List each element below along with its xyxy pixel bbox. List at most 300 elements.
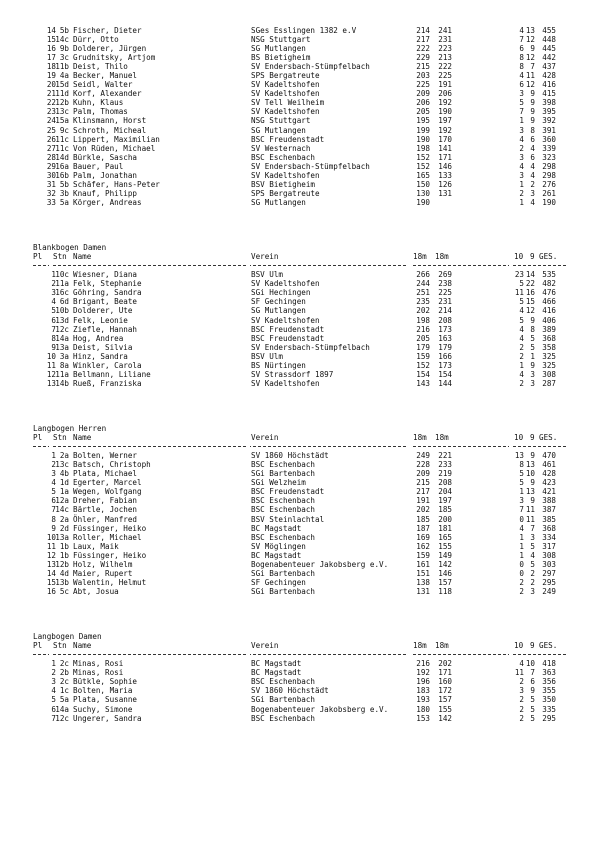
header-tens: 10 (514, 433, 524, 443)
table-row (33, 505, 573, 514)
total-score-cell: 249 (542, 586, 556, 596)
club-cell: BSC Eschenbach (251, 460, 316, 470)
round1-score-cell: 229 (416, 53, 430, 63)
station-cell: 14a (55, 704, 69, 714)
archer-name-cell: Hog, Andrea (73, 333, 124, 343)
nines-count-cell: 2 (530, 179, 535, 189)
station-cell: 14c (55, 35, 69, 45)
nines-count-cell: 10 (525, 659, 535, 669)
round1-score-cell: 153 (416, 713, 430, 723)
table-row (33, 53, 573, 62)
round1-score-cell: 225 (416, 80, 430, 90)
table-row (33, 515, 573, 524)
rank-cell: 20 (46, 80, 56, 90)
tens-count-cell: 2 (519, 143, 524, 153)
section-title: Langbogen Damen (33, 632, 102, 642)
table-row (33, 460, 573, 469)
archer-name-cell: Ziefle, Hannah (73, 324, 138, 334)
station-cell: 11c (55, 134, 69, 144)
round1-score-cell: 152 (416, 360, 430, 370)
round2-score-cell: 155 (438, 704, 452, 714)
archer-name-cell: Rueß, Franziska (73, 378, 142, 388)
total-score-cell: 334 (542, 532, 556, 542)
station-cell: 14c (55, 505, 69, 515)
table-row (33, 26, 573, 35)
section-title: Blankbogen Damen (33, 243, 107, 253)
station-cell: 2d (59, 523, 69, 533)
tens-count-cell: 4 (519, 369, 524, 379)
tens-count-cell: 0 (519, 568, 524, 578)
total-score-cell: 423 (542, 478, 556, 488)
rank-cell: 7 (51, 505, 56, 515)
round2-score-cell: 192 (438, 125, 452, 135)
table-row (33, 325, 573, 334)
station-cell: 13d (55, 315, 69, 325)
round1-score-cell: 131 (416, 586, 430, 596)
tens-count-cell: 4 (519, 333, 524, 343)
tens-count-cell: 1 (519, 197, 524, 207)
nines-count-cell: 22 (525, 279, 535, 289)
round1-score-cell: 215 (416, 478, 430, 488)
tens-count-cell: 0 (519, 559, 524, 569)
station-cell: 3a (59, 351, 69, 361)
round2-score-cell: 149 (438, 550, 452, 560)
club-cell: BS Nürtingen (251, 360, 306, 370)
table-row (33, 297, 573, 306)
nines-count-cell: 11 (525, 71, 535, 81)
table-row (33, 144, 573, 153)
rank-cell: 3 (51, 288, 56, 298)
station-cell: 1c (59, 686, 69, 696)
station-cell: 12b (55, 559, 69, 569)
round1-score-cell: 209 (416, 469, 430, 479)
club-cell: SV Kadeltshofen (251, 279, 320, 289)
header-tens: 10 (514, 641, 524, 651)
round1-score-cell: 159 (416, 550, 430, 560)
total-score-cell: 368 (542, 333, 556, 343)
round1-score-cell: 228 (416, 460, 430, 470)
club-cell: SV Kadeltshofen (251, 170, 320, 180)
total-score-cell: 535 (542, 270, 556, 280)
table-row (33, 560, 573, 569)
header-rank: Pl (33, 433, 43, 443)
archer-name-cell: Ungerer, Sandra (73, 713, 142, 723)
table-row (33, 668, 573, 677)
total-score-cell: 392 (542, 116, 556, 126)
archer-name-cell: Maier, Rupert (73, 568, 133, 578)
round1-score-cell: 214 (416, 26, 430, 35)
table-row (33, 44, 573, 53)
nines-count-cell: 9 (530, 89, 535, 99)
total-score-cell: 388 (542, 496, 556, 506)
rank-cell: 1 (51, 270, 56, 280)
rank-cell: 32 (46, 188, 56, 198)
station-cell: 14d (55, 152, 69, 162)
rank-cell: 26 (46, 134, 56, 144)
rank-cell: 19 (46, 71, 56, 81)
tens-count-cell: 4 (519, 306, 524, 316)
rank-cell: 13 (46, 559, 56, 569)
station-cell: 13c (55, 460, 69, 470)
club-cell: BSC Eschenbach (251, 713, 316, 723)
archer-name-cell: Füssinger, Heiko (73, 523, 147, 533)
club-cell: BSV Ulm (251, 351, 284, 361)
nines-count-cell: 16 (525, 288, 535, 298)
rank-cell: 11 (46, 541, 56, 551)
nines-count-cell: 10 (525, 469, 535, 479)
table-row (33, 551, 573, 560)
total-score-cell: 428 (542, 469, 556, 479)
round2-score-cell: 241 (438, 26, 452, 35)
station-cell: 9b (59, 44, 69, 54)
total-score-cell: 355 (542, 686, 556, 696)
header-divider (33, 442, 573, 451)
total-score-cell: 442 (542, 53, 556, 63)
table-row (33, 316, 573, 325)
round2-score-cell: 141 (438, 143, 452, 153)
nines-count-cell: 2 (530, 577, 535, 587)
rank-cell: 5 (51, 306, 56, 316)
round1-score-cell: 195 (416, 116, 430, 126)
nines-count-cell: 4 (530, 550, 535, 560)
club-cell: SV Kadeltshofen (251, 80, 320, 90)
tens-count-cell: 1 (519, 179, 524, 189)
table-row (33, 587, 573, 596)
station-cell: 1b (59, 550, 69, 560)
round2-score-cell: 181 (438, 523, 452, 533)
archer-name-cell: Palm, Thomas (73, 107, 128, 117)
round2-score-cell: 165 (438, 532, 452, 542)
archer-name-cell: Dreher, Fabian (73, 496, 138, 506)
results-section (33, 243, 573, 388)
round2-score-cell: 142 (438, 559, 452, 569)
rank-cell: 3 (51, 469, 56, 479)
header-rank: Pl (33, 252, 43, 262)
table-row (33, 126, 573, 135)
archer-name-cell: Wegen, Wolfgang (73, 487, 142, 497)
section-title: Langbogen Herren (33, 424, 107, 434)
tens-count-cell: 3 (519, 89, 524, 99)
round2-score-cell: 154 (438, 369, 452, 379)
nines-count-cell: 5 (530, 559, 535, 569)
total-score-cell: 421 (542, 487, 556, 497)
total-score-cell: 476 (542, 288, 556, 298)
round2-score-cell: 231 (438, 35, 452, 45)
header-nines: 9 (530, 641, 535, 651)
nines-count-cell: 14 (525, 270, 535, 280)
round1-score-cell: 150 (416, 179, 430, 189)
total-score-cell: 470 (542, 451, 556, 461)
club-cell: BSC Eschenbach (251, 532, 316, 542)
table-header (33, 433, 573, 442)
rank-cell: 25 (46, 125, 56, 135)
rank-cell: 1 (51, 451, 56, 461)
nines-count-cell: 9 (530, 496, 535, 506)
nines-count-cell: 5 (530, 695, 535, 705)
tens-count-cell: 4 (519, 324, 524, 334)
club-cell: BC Magstadt (251, 668, 302, 678)
rank-cell: 12 (46, 550, 56, 560)
station-cell: 16c (55, 288, 69, 298)
tens-count-cell: 7 (519, 505, 524, 515)
station-cell: 15d (55, 80, 69, 90)
table-row (33, 487, 573, 496)
total-score-cell: 398 (542, 98, 556, 108)
tens-count-cell: 2 (519, 378, 524, 388)
table-row (33, 107, 573, 116)
nines-count-cell: 4 (530, 161, 535, 171)
archer-name-cell: Füssinger, Heiko (73, 550, 147, 560)
nines-count-cell: 8 (530, 324, 535, 334)
total-score-cell: 325 (542, 360, 556, 370)
nines-count-cell: 9 (530, 116, 535, 126)
round1-score-cell: 198 (416, 143, 430, 153)
tens-count-cell: 2 (519, 677, 524, 687)
round1-score-cell: 205 (416, 333, 430, 343)
station-cell: 13c (55, 107, 69, 117)
tens-count-cell: 3 (519, 152, 524, 162)
station-cell: 2c (59, 659, 69, 669)
rank-cell: 17 (46, 53, 56, 63)
round2-score-cell: 225 (438, 288, 452, 298)
tens-count-cell: 1 (519, 360, 524, 370)
archer-name-cell: Laux, Maik (73, 541, 119, 551)
archer-name-cell: Egerter, Marcel (73, 478, 142, 488)
total-score-cell: 428 (542, 71, 556, 81)
table-row (33, 370, 573, 379)
tens-count-cell: 3 (519, 170, 524, 180)
rank-cell: 5 (51, 487, 56, 497)
header-divider (33, 261, 573, 270)
tens-count-cell: 13 (514, 451, 524, 461)
tens-count-cell: 4 (519, 161, 524, 171)
total-score-cell: 298 (542, 161, 556, 171)
club-cell: BSC Eschenbach (251, 152, 316, 162)
round2-score-cell: 221 (438, 451, 452, 461)
header-round1: 18m (413, 252, 427, 262)
archer-name-cell: Bolten, Maria (73, 686, 133, 696)
club-cell: SV Endersbach-Stümpfelbach (251, 62, 370, 72)
station-cell: 4a (59, 71, 69, 81)
round2-score-cell: 208 (438, 315, 452, 325)
nines-count-cell: 9 (530, 44, 535, 54)
club-cell: SV Kadeltshofen (251, 107, 320, 117)
table-row (33, 116, 573, 125)
table-row (33, 714, 573, 723)
station-cell: 12c (55, 713, 69, 723)
header-total: GES. (539, 252, 558, 262)
round1-score-cell: 196 (416, 677, 430, 687)
header-club: Verein (251, 433, 279, 443)
header-total: GES. (539, 641, 558, 651)
round2-score-cell: 146 (438, 568, 452, 578)
nines-count-cell: 5 (530, 704, 535, 714)
table-row (33, 288, 573, 297)
total-score-cell: 298 (542, 170, 556, 180)
round1-score-cell: 216 (416, 324, 430, 334)
rank-cell: 23 (46, 107, 56, 117)
club-cell: BSC Freudenstadt (251, 333, 325, 343)
station-cell: 15a (55, 116, 69, 126)
station-cell: 4b (59, 469, 69, 479)
nines-count-cell: 3 (530, 532, 535, 542)
round1-score-cell: 215 (416, 62, 430, 72)
archer-name-cell: Klinsmann, Horst (73, 116, 147, 126)
nines-count-cell: 9 (530, 98, 535, 108)
round2-score-cell: 173 (438, 324, 452, 334)
rank-cell: 2 (51, 460, 56, 470)
club-cell: SGi Bartenbach (251, 586, 316, 596)
round2-score-cell: 213 (438, 53, 452, 63)
table-row (33, 98, 573, 107)
archer-name-cell: Dolderer, Ute (73, 306, 133, 316)
round2-score-cell: 166 (438, 351, 452, 361)
rank-cell: 28 (46, 152, 56, 162)
archer-name-cell: Bürkle, Sascha (73, 152, 138, 162)
archer-name-cell: Korf, Alexander (73, 89, 142, 99)
archer-name-cell: Bolten, Werner (73, 451, 138, 461)
table-row (33, 171, 573, 180)
station-cell: 12b (55, 98, 69, 108)
club-cell: SGi Bartenbach (251, 469, 316, 479)
round1-score-cell: 179 (416, 342, 430, 352)
archer-name-cell: Wiesner, Diana (73, 270, 138, 280)
rank-cell: 2 (51, 279, 56, 289)
round2-score-cell: 126 (438, 179, 452, 189)
table-header (33, 641, 573, 650)
nines-count-cell: 9 (530, 686, 535, 696)
header-total: GES. (539, 433, 558, 443)
station-cell: 16b (55, 170, 69, 180)
club-cell: SV Kadeltshofen (251, 378, 320, 388)
nines-count-cell: 9 (530, 360, 535, 370)
round1-score-cell: 187 (416, 523, 430, 533)
header-rank: Pl (33, 641, 43, 651)
round2-score-cell: 223 (438, 44, 452, 54)
nines-count-cell: 13 (525, 487, 535, 497)
total-score-cell: 317 (542, 541, 556, 551)
tens-count-cell: 5 (519, 279, 524, 289)
nines-count-cell: 12 (525, 35, 535, 45)
rank-cell: 7 (51, 713, 56, 723)
total-score-cell: 448 (542, 35, 556, 45)
round2-score-cell: 233 (438, 460, 452, 470)
rank-cell: 4 (51, 686, 56, 696)
rank-cell: 3 (51, 677, 56, 687)
round2-score-cell: 208 (438, 478, 452, 488)
round1-score-cell: 193 (416, 695, 430, 705)
nines-count-cell: 13 (525, 460, 535, 470)
header-round2: 18m (435, 641, 449, 651)
round1-score-cell: 169 (416, 532, 430, 542)
round1-score-cell: 185 (416, 514, 430, 524)
header-nines: 9 (530, 433, 535, 443)
header-round2: 18m (435, 252, 449, 262)
round1-score-cell: 249 (416, 451, 430, 461)
round1-score-cell: 199 (416, 125, 430, 135)
total-score-cell: 308 (542, 369, 556, 379)
club-cell: BSC Freudenstadt (251, 134, 325, 144)
club-cell: BSV Steinlachtal (251, 514, 325, 524)
rank-cell: 8 (51, 333, 56, 343)
round1-score-cell: 138 (416, 577, 430, 587)
header-tens: 10 (514, 252, 524, 262)
total-score-cell: 297 (542, 568, 556, 578)
table-row (33, 361, 573, 370)
rank-cell: 9 (51, 523, 56, 533)
station-cell: 8a (59, 360, 69, 370)
archer-name-cell: Batsch, Christoph (73, 460, 151, 470)
round2-score-cell: 179 (438, 342, 452, 352)
club-cell: SGi Welzheim (251, 478, 306, 488)
nines-count-cell: 12 (525, 80, 535, 90)
tens-count-cell: 8 (519, 53, 524, 63)
nines-count-cell: 4 (530, 197, 535, 207)
round2-score-cell: 155 (438, 541, 452, 551)
rank-cell: 22 (46, 98, 56, 108)
archer-name-cell: Schroth, Micheal (73, 125, 147, 135)
round2-score-cell: 185 (438, 505, 452, 515)
station-cell: 2b (59, 668, 69, 678)
round1-score-cell: 217 (416, 487, 430, 497)
archer-name-cell: Grudnitsky, Artjom (73, 53, 156, 63)
tens-count-cell: 1 (519, 116, 524, 126)
total-score-cell: 415 (542, 89, 556, 99)
rank-cell: 12 (46, 369, 56, 379)
total-score-cell: 455 (542, 26, 556, 35)
round1-score-cell: 165 (416, 170, 430, 180)
tens-count-cell: 3 (519, 496, 524, 506)
rank-cell: 7 (51, 324, 56, 334)
tens-count-cell: 4 (519, 134, 524, 144)
club-cell: SG Mutlangen (251, 125, 306, 135)
tens-count-cell: 2 (519, 577, 524, 587)
rank-cell: 13 (46, 378, 56, 388)
archer-name-cell: Minas, Rosi (73, 659, 124, 669)
rank-cell: 14 (46, 26, 56, 35)
table-header (33, 252, 573, 261)
nines-count-cell: 5 (530, 333, 535, 343)
station-cell: 13a (55, 342, 69, 352)
round2-score-cell: 173 (438, 360, 452, 370)
rank-cell: 8 (51, 514, 56, 524)
round2-score-cell: 222 (438, 62, 452, 72)
nines-count-cell: 9 (530, 315, 535, 325)
club-cell: BSV Ulm (251, 270, 284, 280)
table-row (33, 578, 573, 587)
total-score-cell: 368 (542, 523, 556, 533)
round1-score-cell: 151 (416, 568, 430, 578)
nines-count-cell: 5 (530, 713, 535, 723)
tens-count-cell: 2 (519, 713, 524, 723)
archer-name-cell: Plata, Susanne (73, 695, 138, 705)
tens-count-cell: 11 (514, 288, 524, 298)
nines-count-cell: 15 (525, 297, 535, 307)
tens-count-cell: 3 (519, 125, 524, 135)
station-cell: 3c (59, 53, 69, 63)
round1-score-cell: 209 (416, 89, 430, 99)
club-cell: SGi Hechingen (251, 288, 311, 298)
archer-name-cell: Bellmann, Liliane (73, 369, 151, 379)
round2-score-cell: 144 (438, 378, 452, 388)
total-score-cell: 416 (542, 80, 556, 90)
tens-count-cell: 2 (519, 351, 524, 361)
round1-score-cell: 198 (416, 315, 430, 325)
table-row (33, 180, 573, 189)
rank-cell: 4 (51, 478, 56, 488)
nines-count-cell: 3 (530, 369, 535, 379)
rank-cell: 1 (51, 659, 56, 669)
